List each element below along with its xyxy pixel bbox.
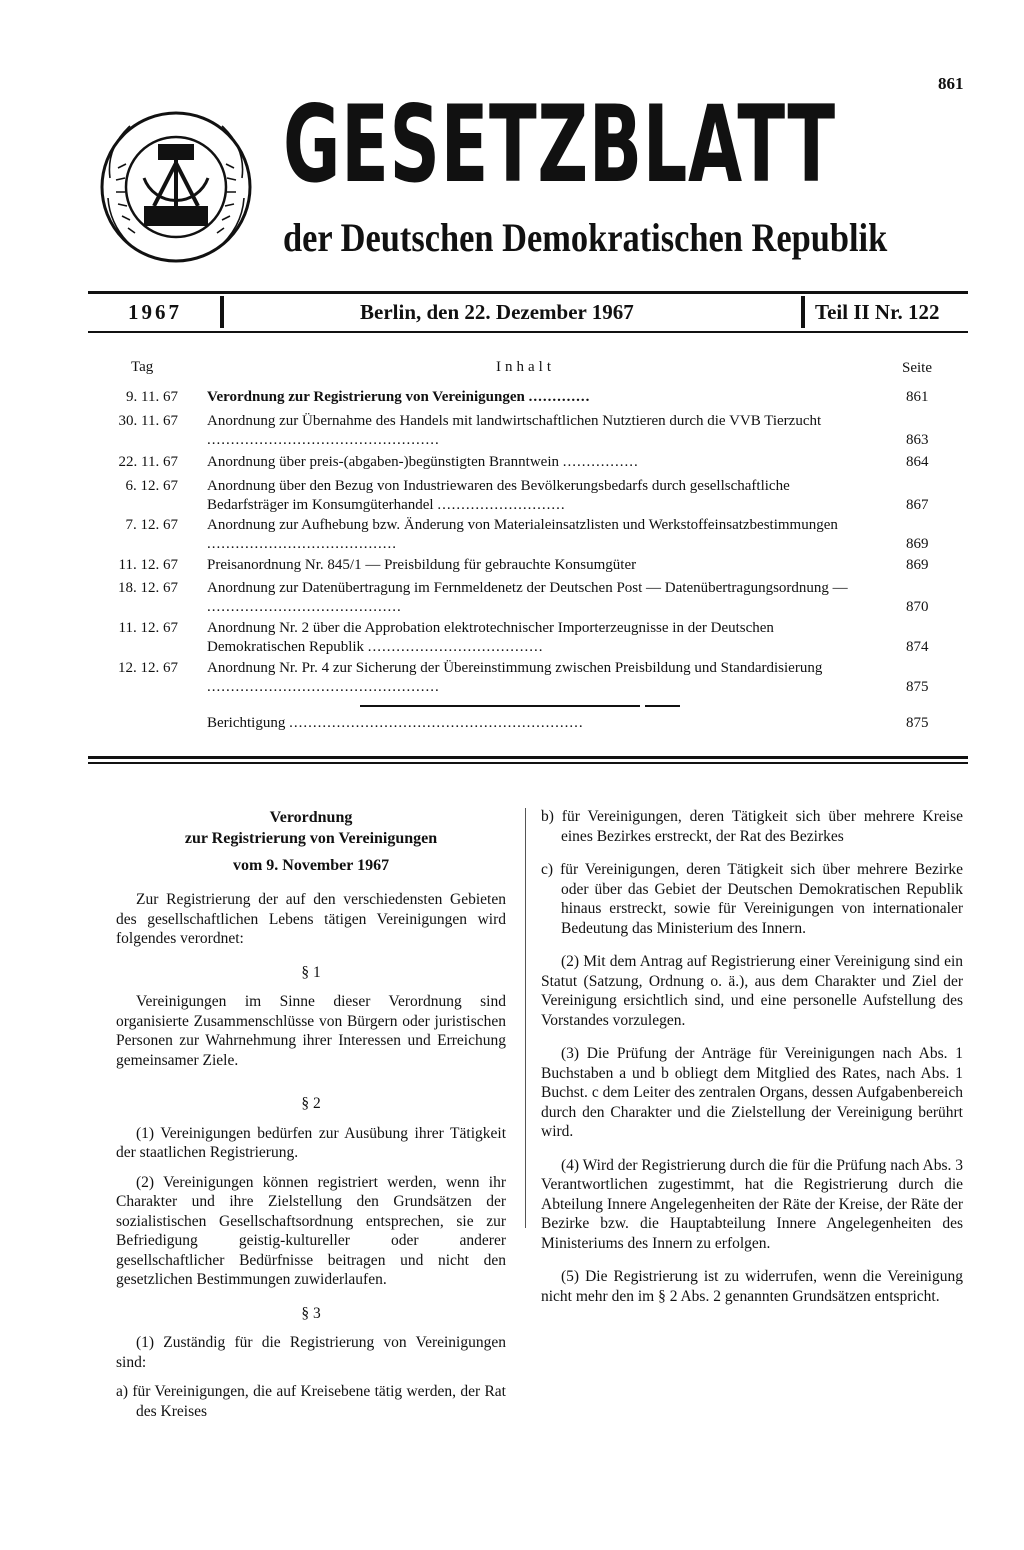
toc-page: 869 <box>906 557 929 573</box>
toc-separator <box>360 705 640 707</box>
header-top-rule <box>88 291 968 294</box>
toc-title: Anordnung zur Übernahme des Handels mit landwirtschaftlichen Nutztieren durch die VVB Tierzucht ................................................. <box>207 413 822 448</box>
article-heading: zur Registrierung von Vereinigungen <box>184 830 438 847</box>
section-label: § 1 <box>301 963 321 981</box>
toc-separator <box>645 705 680 707</box>
toc-header-seite: Seite <box>902 360 932 376</box>
paragraph: (2) Vereinigungen können registriert werden, wenn ihr Charakter und ihre Zielstellung den Grundsätzen der sozialistischen Gesellschaftsordnung entsprechen, sie zur Befriedigung geistig-kultureller oder anderer gesellschaftlicher Bedürfnisse beitragen und nicht den gesetzlichen Bestimmungen zuwiderlaufen. <box>116 1173 506 1288</box>
toc-date: 6. 12. 67 <box>125 478 178 494</box>
toc-title: Berichtigung .............................................................. <box>207 715 584 731</box>
toc-page: 874 <box>906 639 929 655</box>
toc-title: Anordnung über preis-(abgaben-)begünstigten Branntwein ................ <box>207 454 639 470</box>
paragraph: (2) Mit dem Antrag auf Registrierung einer Vereinigung sind ein Statut (Satzung, Ordnung o. ä.), aus dem Charakter und Ziel der Vereinigung ersichtlich sind, und eine personelle Aufstellung des Vorstandes vorzulegen. <box>541 953 963 1029</box>
toc-date: 22. 11. 67 <box>118 454 178 470</box>
toc-title: Anordnung Nr. Pr. 4 zur Sicherung der Übereinstimmung zwischen Preisbildung und Standardisierung ................................................. <box>207 660 823 695</box>
toc-page: 861 <box>906 389 929 405</box>
toc-page: 867 <box>906 497 929 513</box>
article-right-column <box>541 807 963 1316</box>
article-intro: Zur Registrierung der auf den verschiedensten Gebieten des gesellschaftlichen Lebens tätigen Vereinigungen wird folgendes verordnet: <box>116 891 506 947</box>
masthead-title: GESETZBLATT <box>283 83 836 206</box>
state-emblem-icon <box>96 108 256 266</box>
page-number: 861 <box>938 74 964 93</box>
toc-page: 864 <box>906 454 929 470</box>
column-divider <box>525 808 526 1228</box>
issue-number: Teil II Nr. 122 <box>815 300 940 324</box>
toc-page: 875 <box>906 679 929 695</box>
header-bottom-rule <box>88 331 968 333</box>
section-label: § 3 <box>301 1304 321 1322</box>
toc-page: 863 <box>906 432 929 448</box>
masthead-subtitle: der Deutschen Demokratischen Republik <box>283 215 888 260</box>
list-item: a) für Vereinigungen, die auf Kreisebene tätig werden, der Rat des Kreises <box>116 1383 506 1420</box>
issue-date: Berlin, den 22. Dezember 1967 <box>360 300 634 324</box>
toc-date: 30. 11. 67 <box>118 413 178 429</box>
article-heading: Verordnung <box>269 809 353 826</box>
toc-header-inhalt: Inhalt <box>496 359 555 375</box>
toc-date: 18. 12. 67 <box>118 580 178 596</box>
paragraph: Vereinigungen im Sinne dieser Verordnung sind organisierte Zusammenschlüsse von Bürgern oder juristischen Personen zur Wahrnehmung ihrer Interessen und Erreichung gemeinsamer Ziele. <box>116 993 506 1069</box>
issue-year: 1967 <box>128 300 182 324</box>
toc-title: Anordnung zur Datenübertragung im Fernmeldenetz der Deutschen Post — Datenübertragungsordnung — ......................................... <box>207 580 848 615</box>
list-item: b) für Vereinigungen, deren Tätigkeit sich über mehrere Kreise eines Bezirkes erstreckt, der Rat des Bezirkes <box>541 808 963 845</box>
paragraph: (1) Zuständig für die Registrierung von Vereinigungen sind: <box>116 1334 506 1371</box>
header-divider <box>220 296 224 328</box>
paragraph: (4) Wird der Registrierung durch die für die Prüfung nach Abs. 3 Verantwortlichen zugestimmt, hat die Registrierung durch die Abteilung Innere Angelegenheiten der Räte der Kreise, der Räte der Bezirke bzw. die Hauptabteilung Innere Angelegenheiten des Ministeriums des Innern zu erfolgen. <box>541 1156 963 1252</box>
toc-header-tag: Tag <box>131 359 154 375</box>
toc-page: 875 <box>906 715 929 731</box>
article-date: vom 9. November 1967 <box>232 857 390 874</box>
toc-date: 12. 12. 67 <box>118 660 178 676</box>
section-label: § 2 <box>301 1095 321 1112</box>
toc-page: 869 <box>906 536 929 552</box>
toc-date: 7. 12. 67 <box>125 517 178 533</box>
toc-date: 11. 12. 67 <box>118 557 178 573</box>
toc-title: Preisanordnung Nr. 845/1 — Preisbildung für gebrauchte Konsumgüter <box>207 557 637 573</box>
article-left-column <box>116 807 506 1431</box>
toc-title: Anordnung Nr. 2 über die Approbation elektrotechnischer Importerzeugnisse in der Deutschen Demokratischen Republik ..................................... <box>207 620 774 655</box>
toc-bottom-rule <box>88 756 968 759</box>
toc-page: 870 <box>906 599 929 615</box>
paragraph: (1) Vereinigungen bedürfen zur Ausübung ihrer Tätigkeit der staatlichen Registrierung. <box>116 1124 506 1161</box>
paragraph: (3) Die Prüfung der Anträge für Vereinigungen nach Abs. 1 Buchstaben a und b obliegt dem Mitglied des Rates, nach Abs. 1 Buchst. c dem Leiter des zentralen Organs, dessen Aufgabenbereich durch den Charakter und die Zielstellung der Vereinigung berührt wird. <box>541 1045 963 1140</box>
toc-date: 11. 12. 67 <box>118 620 178 636</box>
toc-date: 9. 11. 67 <box>126 389 178 405</box>
list-item: c) für Vereinigungen, deren Tätigkeit sich über mehrere Bezirke oder über das Gebiet der Deutschen Demokratischen Republik hinaus erstreckt, sowie für Vereinigungen von internationaler Bedeutung das Ministerium des Innern. <box>541 861 963 937</box>
toc-bottom-rule <box>88 762 968 764</box>
paragraph: (5) Die Registrierung ist zu widerrufen, wenn die Vereinigung nicht mehr den im § 2 Abs. 2 genannten Grundsätzen entspricht. <box>541 1268 963 1305</box>
toc-title: Anordnung über den Bezug von Industriewaren des Bevölkerungsbedarfs durch gesellschaftliche Bedarfsträger im Konsumgüterhandel ........................... <box>207 478 790 513</box>
toc-title: Anordnung zur Aufhebung bzw. Änderung von Materialeinsatzlisten und Werkstoffeinsatzbestimmungen ........................................ <box>207 517 838 552</box>
header-divider <box>801 296 805 328</box>
toc-title: Verordnung zur Registrierung von Vereinigungen ............. <box>207 389 591 405</box>
